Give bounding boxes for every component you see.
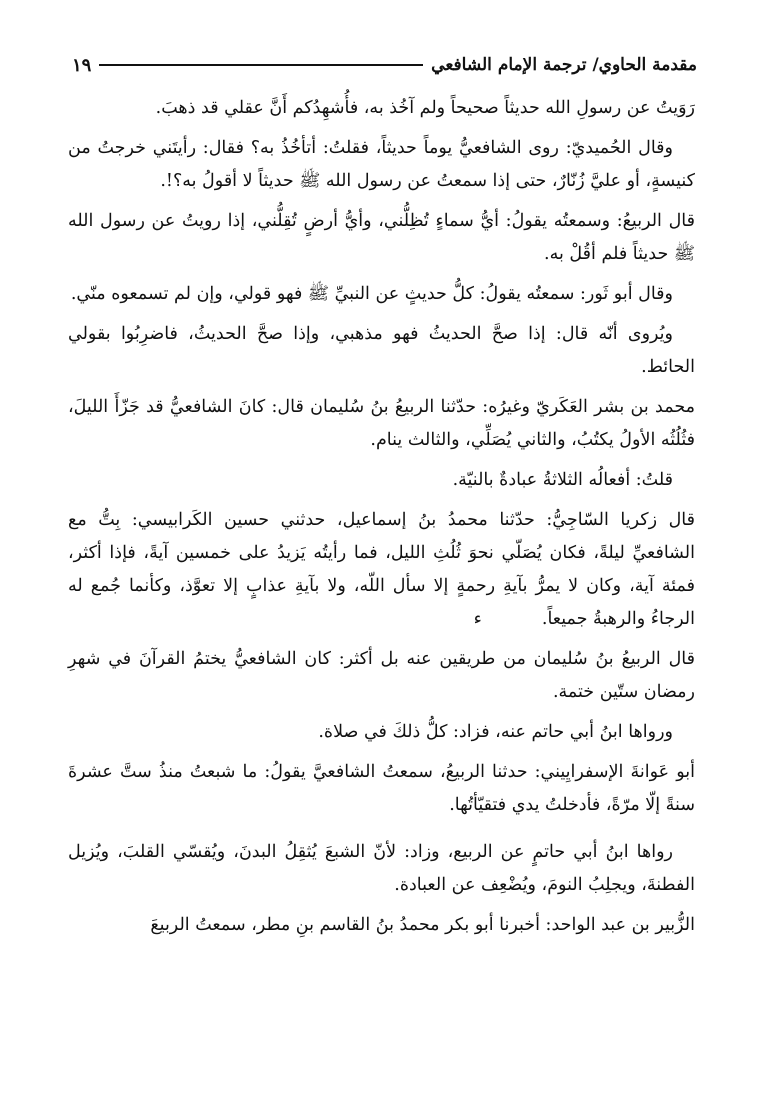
paragraph <box>68 504 695 636</box>
paragraph: قال الربيعُ بنُ سُليمان من طريقين عنه بل أكثر: كان الشافعيُّ يختمُ القرآنَ في شهرِ رمضان ستّين ختمة. <box>68 649 695 702</box>
paragraph: محمد بن بشر العَكَريّ وغيرُه: حدّثنا الربيعُ بنُ سُليمان قال: كانَ الشافعيُّ قد جَزّأَ الليلَ، فثُلُثُه الأولُ يكتُبُ، والثاني يُصَلِّي، والثالث ينام. <box>68 397 695 450</box>
paragraph: وقال أبو ثَور: سمعتُه يقولُ: كلُّ حديثٍ عن النبيِّ ﷺ فهو قولي، وإن لم تسمعوه منّي. <box>70 284 673 304</box>
paragraph: الزُّبير بن عبد الواحد: أخبرنا أبو بكر محمدُ بنُ القاسم بنِ مطر، سمعتُ الربيعَ <box>150 915 695 935</box>
header-title: مقدمة الحاوي/ ترجمة الإمام الشافعي <box>431 55 697 75</box>
paragraph-text: قال زكريا السّاجِيُّ: حدّثنا محمدُ بنُ إسماعيل، حدثني حسين الكَرابيسي: بِتُّ مع الشافعيِّ ليلةً، فكان يُصَلّي نحوَ ثُلُثِ الليل، فما رأيتُه يَزيدُ على خمسين آيةً، فإذا أكثر، فمئة آية، وكان لا يمرُّ بآيةِ رحمةٍ إلا سأل اللّه، ولا بآيةِ عذابٍ إلا تعوَّذ، وكأنما جُمع له الرجاءُ والرهبةُ جميعاً. <box>68 510 695 629</box>
page-number: ١٩ <box>72 54 92 76</box>
paragraph: قال الربيعُ: وسمعتُه يقولُ: أيُّ سماءٍ تُظِلُّني، وأيُّ أرضٍ تُقِلُّني، إذا رويتُ عن رسول الله ﷺ حديثاً فلم أقُلْ به. <box>68 211 695 264</box>
page-body <box>68 92 695 1088</box>
paragraph: ورواها ابنُ أبي حاتم عنه، فزاد: كلُّ ذلكَ في صلاة. <box>318 722 673 742</box>
paragraph: ويُروى أنّه قال: إذا صحَّ الحديثُ فهو مذهبي، وإذا صحَّ الحديثُ، فاضرِبُوا بقولي الحائط. <box>68 324 695 377</box>
paragraph: رواها ابنُ أبي حاتمٍ عن الربيع، وزاد: لأنّ الشبعَ يُثقِلُ البدنَ، ويُقسّي القلبَ، ويُزيل الفطنةَ، ويجلِبُ النومَ، ويُضْعِف عن العبادة. <box>68 842 695 895</box>
header-rule <box>99 64 423 66</box>
paragraph: أبو عَوانةَ الإسفرايِيني: حدثنا الربيعُ، سمعتُ الشافعيَّ يقولُ: ما شبعتُ منذُ ستَّ عشرةَ سنةً إلّا مرّةً، فأدخلتُ يدي فتقيّأتُها. <box>68 762 695 815</box>
paragraph: قلتُ: أفعالُه الثلاثةُ عبادةٌ بالنيّة. <box>452 470 673 490</box>
pause-mark: ء <box>473 609 482 629</box>
paragraph: وقال الحُميديّ: روى الشافعيُّ يوماً حديثاً، فقلتُ: أتأخُذُ به؟ فقال: رأيتَني خرجتُ من كنيسةٍ، أو عليَّ زُنّارٌ، حتى إذا سمعتُ عن رسول الله ﷺ حديثاً لا أقولُ به؟!. <box>68 138 695 191</box>
paragraph: رَوَيتُ عن رسولِ الله حديثاً صحيحاً ولم آخُذ به، فأُشهِدُكم أَنَّ عقلي قد ذهبَ. <box>155 98 695 118</box>
running-header <box>72 50 697 80</box>
